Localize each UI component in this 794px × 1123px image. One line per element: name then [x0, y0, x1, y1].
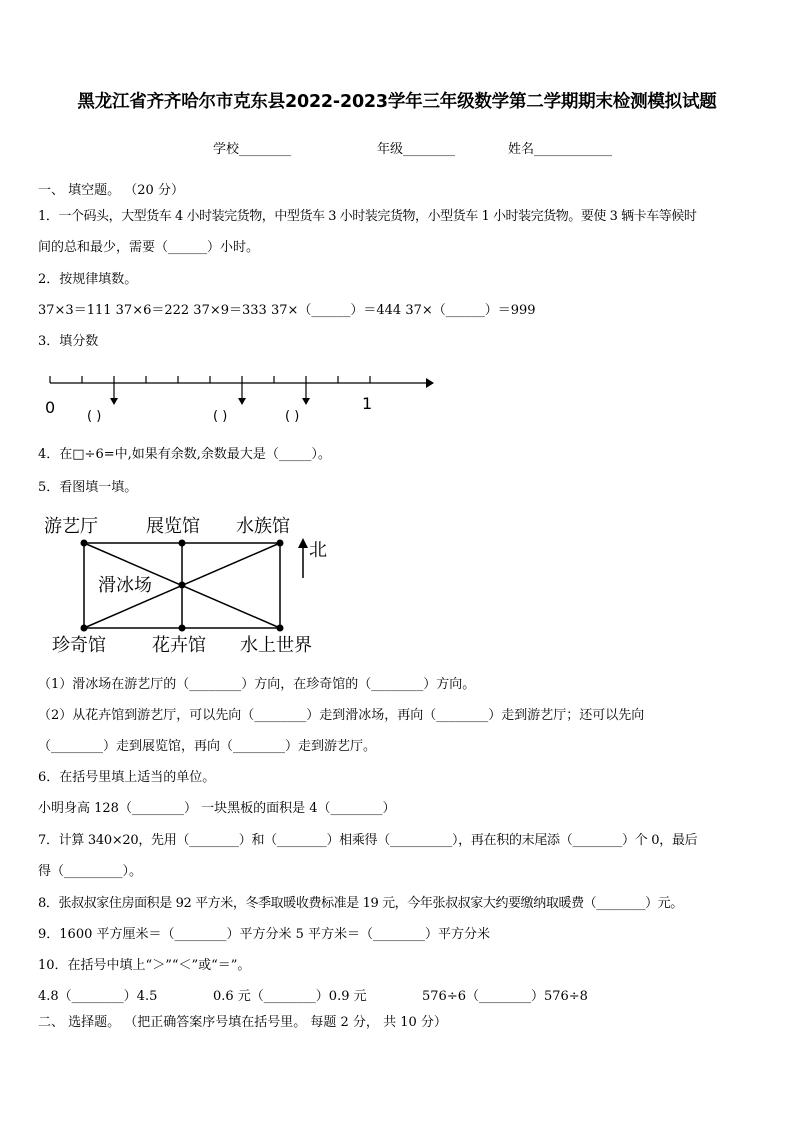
node-shuishangshijie [277, 625, 284, 632]
label-one: 1 [362, 394, 373, 413]
node-zhenqiguan [81, 625, 88, 632]
label-zero: 0 [45, 398, 56, 417]
label-shuishangshijie: 水上世界 [240, 635, 312, 656]
q6-text: 6．在括号里填上适当的单位。 [38, 770, 216, 785]
q4-text: 4．在□÷6=中,如果有余数,余数最大是（_____）。 [38, 447, 331, 462]
north-arrow [298, 538, 308, 578]
q1-line1: 1．一个码头，大型货车 4 小时装完货物，中型货车 3 小时装完货物，小型货车 1 小时装完货物。要使 3 辆卡车等候时 [38, 209, 697, 224]
label-huahuiguan: 花卉馆 [152, 635, 206, 656]
q7-line2: 得（_________）。 [38, 864, 143, 879]
blank-3: ( ) [285, 409, 300, 424]
q5-sub2-line1: （2）从花卉馆到游艺厅，可以先向（________）走到滑冰场，再向（________）走到游艺厅；还可以先向 [38, 708, 645, 723]
q2-text: 2．按规律填数。 [38, 272, 138, 287]
q10-compare-3: 576÷6（________）576÷8 [422, 989, 588, 1004]
q10-text: 10．在括号中填上“＞”“＜”或“＝”。 [38, 958, 251, 973]
q8-text: 8．张叔叔家住房面积是 92 平方米，冬季取暖收费标准是 19 元，今年张叔叔家大约要缴纳取暖费（________）元。 [38, 896, 683, 911]
q5-text: 5．看图填一填。 [38, 480, 138, 495]
page-title: 黑龙江省齐齐哈尔市克东县2022-2023学年三年级数学第二学期期末检测模拟试题 [77, 92, 717, 112]
node-huahuiguan [179, 625, 186, 632]
node-shuizuguan [277, 540, 284, 547]
section2-heading: 二、 选择题。 （把正确答案序号填在括号里。 每题 2 分， 共 10 分） [38, 1015, 447, 1030]
q2-expr: 37×3＝111 37×6＝222 37×9＝333 37×（______）＝444 37×（______）＝999 [38, 303, 536, 318]
q1-line2: 间的总和最少，需要（______）小时。 [38, 240, 260, 255]
node-zhanlanguan [179, 540, 186, 547]
school-field[interactable]: 学校________ [213, 142, 292, 157]
name-field[interactable]: 姓名____________ [508, 142, 613, 157]
q6-line: 小明身高 128（________） 一块黑板的面积是 4（________） [38, 801, 396, 816]
q5-sub2-line2: （________）走到展览馆，再向（________）走到游艺厅。 [38, 739, 377, 754]
q9-text: 9．1600 平方厘米＝（________）平方分米 5 平方米＝（________）平方分米 [38, 927, 491, 942]
node-youyiting [81, 540, 88, 547]
label-zhanlanguan: 展览馆 [146, 516, 200, 537]
label-huabingchang: 滑冰场 [98, 575, 152, 596]
grade-field[interactable]: 年级________ [377, 142, 456, 157]
node-huabingchang [179, 582, 186, 589]
label-shuizuguan: 水族馆 [236, 516, 290, 537]
q10-compare-2: 0.6 元（________）0.9 元 [213, 989, 367, 1004]
blank-1: ( ) [87, 409, 102, 424]
label-north: 北 [309, 540, 327, 561]
q5-sub1: （1）滑冰场在游艺厅的（________）方向，在珍奇馆的（________）方向。 [38, 677, 476, 692]
label-youyiting: 游艺厅 [44, 516, 98, 537]
label-zhenqiguan: 珍奇馆 [52, 635, 106, 656]
section1-heading: 一、 填空题。 （20 分） [38, 183, 184, 198]
q10-compare-1: 4.8（________）4.5 [38, 989, 158, 1004]
q7-line1: 7．计算 340×20，先用（________）和（________）相乘得（__________），再在积的末尾添（________）个 0，最后 [38, 833, 698, 848]
q3-text: 3．填分数 [38, 334, 99, 349]
blank-2: ( ) [213, 409, 228, 424]
